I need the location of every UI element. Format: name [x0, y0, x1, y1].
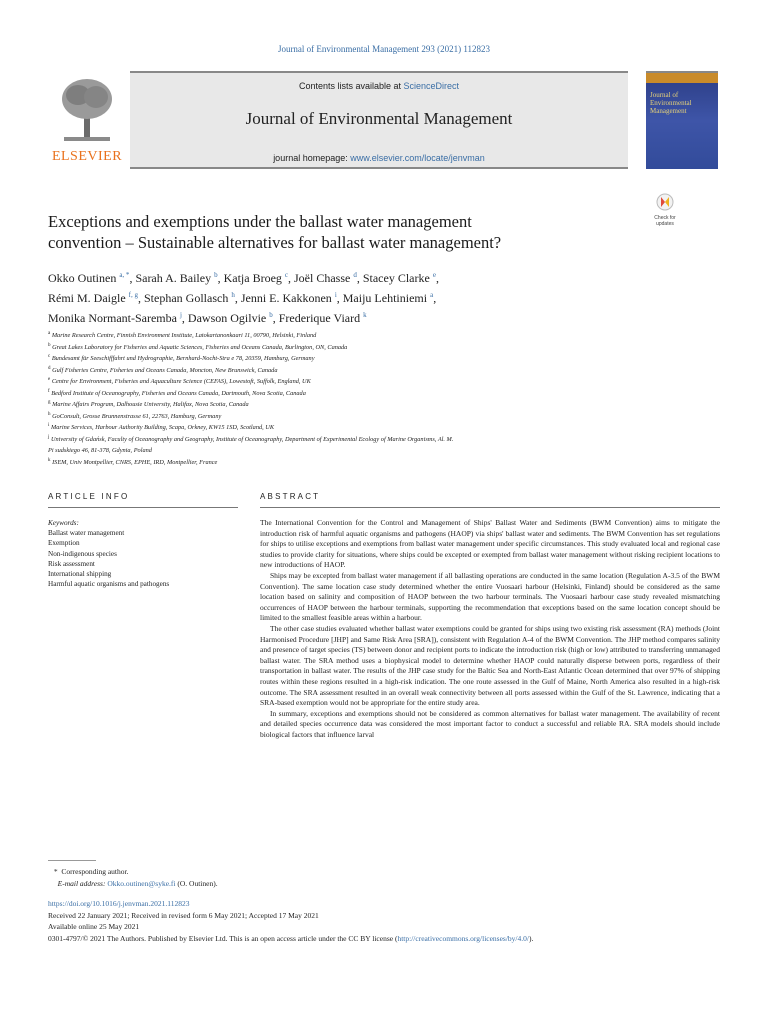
- author-name[interactable]: Dawson Ogilvie: [187, 311, 267, 325]
- author-name[interactable]: Stacey Clarke: [362, 271, 430, 285]
- keyword-item: Non-indigenous species: [48, 549, 117, 558]
- article-title-line-2: convention – Sustainable alternatives for ballast water management?: [48, 233, 502, 252]
- email-link[interactable]: Okko.outinen@syke.fi: [107, 879, 176, 888]
- available-online: Available online 25 May 2021: [48, 922, 140, 931]
- author-name[interactable]: Stephan Gollasch: [144, 291, 229, 305]
- article-title: [48, 211, 628, 253]
- authors-line-2: Rémi M. Daigle $^{f, g}$, Stephan Gollasch $^h$, Jenni E. Kakkonen $^i$, Maiju Lehtiniemi $^a$,: [48, 291, 437, 305]
- abstract-heading: ABSTRACT: [260, 492, 321, 501]
- author-affil-sup[interactable]: k: [363, 311, 367, 319]
- keywords-section: [48, 518, 238, 589]
- affiliation-list: [48, 329, 728, 467]
- keyword-item: Ballast water management: [48, 529, 125, 538]
- sciencedirect-link[interactable]: ScienceDirect: [403, 81, 460, 91]
- license-link[interactable]: http://creativecommons.org/licenses/by/4.0/: [397, 933, 529, 943]
- article-info-rule: [48, 507, 238, 508]
- keyword-item: International shipping: [48, 570, 112, 579]
- journal-masthead: [48, 71, 628, 167]
- author-name[interactable]: Okko Outinen: [48, 271, 117, 285]
- affiliation-item: $^i$ Marine Services, Harbour Authority Building, Scapa, Orkney, KW15 1SD, Scotland, UK: [48, 423, 275, 432]
- author-affil-sup[interactable]: d: [353, 271, 357, 279]
- author-list: [48, 267, 688, 327]
- author-affil-sup[interactable]: b: [214, 271, 218, 279]
- license-line: 0301-4797/© 2021 The Authors. Published by Elsevier Ltd. This is an open access article under the CC BY license (http://creativecommons.org/licenses/by/4.0/).: [48, 933, 534, 943]
- author-affil-sup[interactable]: c: [284, 271, 289, 279]
- keywords-label: Keywords:: [48, 519, 79, 527]
- author-affil-sup[interactable]: h: [231, 291, 235, 299]
- affiliation-item: Pi sudskiego 46, 81-378, Gdynia, Poland: [48, 447, 152, 455]
- affiliation-item: $^h$ GoConsult, Grosse Brunnenstrasse 61, 22763, Hamburg, Germany: [48, 411, 222, 420]
- abstract-paragraph: Ships may be excepted from ballast water management if all ballasting operations are conducted in the same location (Regulation A-3.5 of the BWM Convention). The same location case study determined whether the entire Vuosaari harbour (Helsinki, Finland) should be considered as the same location based on salinity and composition of HAOP between the two harbour terminals. The Vuosaari harbour case study revealed mismatching occurrences of HAOP between the harbour terminals, supporting the recommendation that exceptions based on the same location concept should be limited to the smallest feasible areas within a harbour.: [260, 570, 720, 623]
- author-affil-sup[interactable]: j: [179, 311, 182, 319]
- contents-prefix: Contents lists available at: [298, 81, 404, 91]
- abstract-rule: [260, 507, 720, 508]
- check-for-updates-badge[interactable]: [648, 193, 682, 233]
- corresponding-line: * Corresponding author.: [52, 867, 129, 876]
- affiliation-item: $^b$ Great Lakes Laboratory for Fisheries and Aquatic Sciences, Fisheries and Oceans Canada, Burlington, ON, Canada: [48, 342, 348, 351]
- author-name[interactable]: Katja Broeg: [223, 271, 282, 285]
- abstract-paragraph: The other case studies evaluated whether ballast water exemptions could be granted for ships using two existing risk assessment (RA) methods (Joint Harmonised Procedure [JHP] and Same Risk Area [SRA]), consistent with Regulation A-4 of the BWM Convention. The JHP method compares salinity and presence of target species (TS) between donor and recipient ports to indicate the introduction risk (high or low) attributed to transferring unmanaged ballast water. The SRA method uses a biophysical model to determine whether HAOP could naturally disperse between ports, regardless of their transportation in ballast water. The results of the JHP case study for the Baltic Sea and North-East Atlantic Ocean determined that over 97% of shipping routes within these regions resulted in a high-risk indication. The one route assessed in the Gulf of Maine, North America also resulted in a high-risk outcome. The SRA assessment resulted in an overall weak connectivity between all ports assessed within the Gulf of the St. Lawrence, indicating that a SRA-based exemption would not be appropriate for the entire study area.: [260, 623, 720, 708]
- keyword-item: Harmful aquatic organisms and pathogens: [48, 580, 170, 589]
- journal-citation[interactable]: Journal of Environmental Management 293 (2021) 112823: [277, 44, 491, 54]
- elsevier-logo[interactable]: [48, 71, 126, 167]
- keyword-item: Exemption: [48, 539, 80, 548]
- affiliation-item: $^a$ Marine Research Centre, Finnish Environment Institute, Latokartanonkaari 11, 00790, Helsinki, Finland: [48, 331, 317, 340]
- author-affil-sup[interactable]: a: [430, 291, 434, 299]
- keyword-item: Risk assessment: [48, 559, 95, 568]
- corresponding-author-footnote: [52, 866, 732, 890]
- journal-banner: [130, 71, 628, 169]
- affiliation-item: $^j$ University of Gdańsk, Faculty of Oceanography and Geography, Institute of Oceanography, Department of Experimental Ecology of Marine Organisms, Al. M.: [48, 434, 454, 443]
- cover-band: [646, 73, 718, 83]
- article-title-line-1: Exceptions and exemptions under the ballast water management: [48, 212, 472, 231]
- author-name[interactable]: Frederique Viard: [278, 311, 361, 325]
- author-affil-sup[interactable]: a, *: [119, 271, 130, 279]
- author-affil-sup[interactable]: f, g: [128, 291, 138, 299]
- elsevier-tree-icon: [60, 77, 114, 143]
- abstract-paragraph: In summary, exceptions and exemptions should not be considered as common alternatives for ballast water management. The availability of recent and detailed species occurrence data was considered the most important factor to conduct a successful and reliable RA. SRA models should include biological factors that influence larval: [260, 708, 720, 739]
- cover-title: Journal of Environmental Management: [650, 91, 692, 115]
- author-affil-sup[interactable]: i: [334, 291, 337, 299]
- received-dates: Received 22 January 2021; Received in revised form 6 May 2021; Accepted 17 May 2021: [48, 910, 319, 920]
- author-name[interactable]: Sarah A. Bailey: [135, 271, 212, 285]
- author-name[interactable]: Maiju Lehtiniemi: [342, 291, 428, 305]
- footnote-rule: [48, 860, 96, 861]
- affiliation-item: $^e$ Centre for Environment, Fisheries and Aquaculture Science (CEFAS), Lowestoft, Suffolk, England, UK: [48, 377, 311, 386]
- affiliation-item: $^f$ Bedford Institute of Oceanography, Fisheries and Oceans Canada, Dartmouth, Nova Scotia, Canada: [48, 388, 306, 397]
- publisher-name: ELSEVIER: [51, 149, 123, 164]
- journal-homepage-link[interactable]: www.elsevier.com/locate/jenvman: [350, 153, 485, 163]
- crossmark-label: Check for updates: [654, 215, 676, 227]
- author-affil-sup[interactable]: e: [432, 271, 436, 279]
- abstract-paragraph: The International Convention for the Control and Management of Ships' Ballast Water and Sediments (BWM Convention) aims to mitigate the introduction risk of harmful aquatic organisms and pathogens (HAOP) via ships' ballast water and sediments. The BWM Convention has set regulations for ships to utilise exceptions and exemptions from ballast water management under specific circumstances. This study evaluated local and regional case studies to provide clarity for situations, where ships could be excepted or exempted from ballast water management without risking recipient locations to new introductions of HAOP.: [260, 518, 720, 570]
- author-name[interactable]: Jenni E. Kakkonen: [240, 291, 332, 305]
- author-name[interactable]: Rémi M. Daigle: [48, 291, 126, 305]
- author-name[interactable]: Monika Normant-Saremba: [48, 311, 177, 325]
- crossmark-icon: [656, 193, 674, 213]
- front-matter: [48, 898, 748, 944]
- doi-link[interactable]: https://doi.org/10.1016/j.jenvman.2021.112823: [48, 899, 190, 908]
- contents-line: [130, 81, 628, 91]
- author-affil-sup[interactable]: b: [269, 311, 273, 319]
- journal-title: Journal of Environmental Management: [245, 109, 513, 128]
- affiliation-item: $^d$ Gulf Fisheries Centre, Fisheries and Oceans Canada, Moncton, New Brunswick, Canada: [48, 365, 278, 374]
- journal-cover-thumbnail[interactable]: [646, 71, 718, 169]
- homepage-prefix: journal homepage:: [273, 153, 351, 163]
- homepage-line: [130, 153, 628, 163]
- abstract-body: [260, 518, 720, 740]
- author-name[interactable]: Joël Chasse: [294, 271, 351, 285]
- affiliation-item: $^g$ Marine Affairs Program, Dalhousie University, Halifax, Nova Scotia, Canada: [48, 400, 249, 409]
- article-info-heading: ARTICLE INFO: [48, 492, 130, 501]
- affiliation-item: $^c$ Bundesamt für Seeschifffahrt und Hydrographie, Bernhard-Nocht-Stra e 78, 20359, Hamburg, Germany: [48, 354, 315, 363]
- authors-line-3: Monika Normant-Saremba $^j$, Dawson Ogilvie $^b$, Frederique Viard $^k$: [48, 311, 367, 325]
- affiliation-item: $^k$ ISEM, Univ Montpellier, CNRS, EPHE, IRD, Montpellier, France: [48, 457, 218, 466]
- authors-line-1: Okko Outinen $^{a, *}$, Sarah A. Bailey $^b$, Katja Broeg $^c$, Joël Chasse $^d$, Stacey Clarke $^e$,: [48, 271, 439, 285]
- email-line: E-mail address: Okko.outinen@syke.fi (O. Outinen).: [57, 879, 218, 888]
